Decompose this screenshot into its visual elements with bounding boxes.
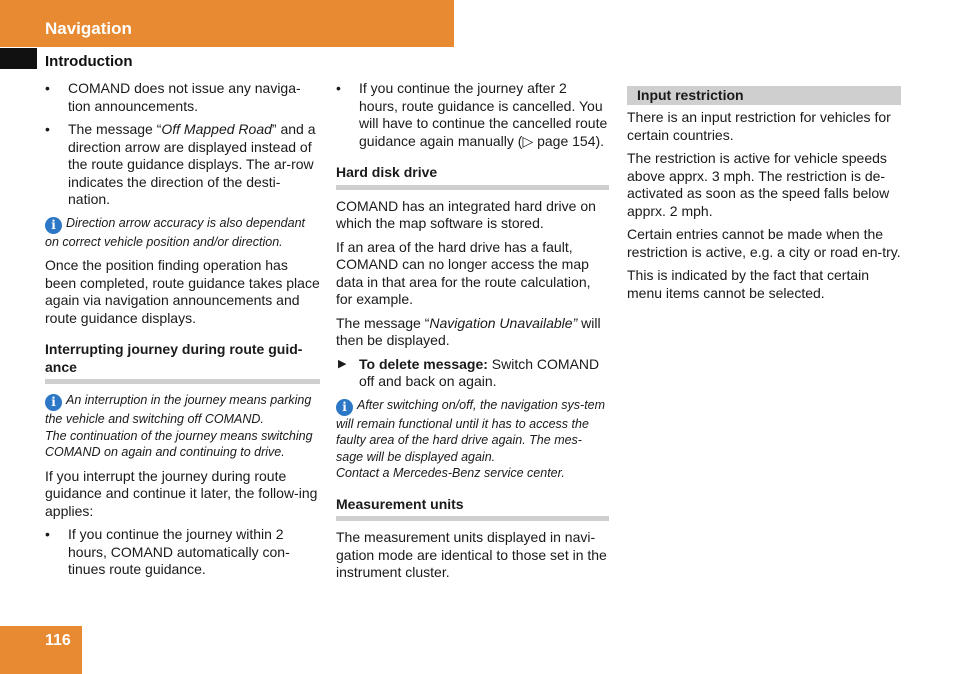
page-reference: (▷ page 154). xyxy=(517,132,605,149)
list-item xyxy=(45,80,320,115)
note-text: The continuation of the journey means switching COMAND on again and continuing to drive. xyxy=(45,428,313,459)
message-name: Navigation Unavailable” xyxy=(429,314,578,331)
column-middle xyxy=(336,80,609,588)
info-icon: i xyxy=(336,399,353,416)
bullet-text-after: ” and a direction arrow are displayed instead of the route guidance displays. The ar-row indicates the direction of the desti-nation. xyxy=(68,121,316,207)
list-item xyxy=(336,80,609,150)
step-arrow-icon: ▶ xyxy=(338,357,347,370)
paragraph: There is an input restriction for vehicles for certain countries. xyxy=(627,109,891,143)
text-after: will then be displayed. xyxy=(336,314,601,348)
bullet-glyph: • xyxy=(336,80,341,96)
note-text: An interruption in the journey means parking the vehicle and switching off COMAND. xyxy=(45,393,312,426)
info-note xyxy=(45,215,320,251)
paragraph: Certain entries cannot be made when the restriction is active, e.g. a city or road en-try. xyxy=(627,226,901,260)
list-item xyxy=(45,121,320,209)
paragraph: This is indicated by the fact that certain menu items cannot be selected. xyxy=(627,267,870,301)
paragraph: If an area of the hard drive has a fault, COMAND can no longer access the map data in that area for the route calculation, for example. xyxy=(336,238,591,307)
text-before: The message “ xyxy=(336,314,430,331)
paragraph: The restriction is active for vehicle speeds above apprx. 3 mph. The restriction is de-activated as soon as the speed falls below apprx. 2 mph. xyxy=(627,150,890,219)
column-left xyxy=(45,80,320,585)
subheading-measurement: Measurement units xyxy=(336,496,609,522)
bullet-text-before: The message “ xyxy=(68,121,162,137)
column-right xyxy=(627,86,901,308)
instruction-step xyxy=(336,356,609,391)
info-icon: i xyxy=(45,394,62,411)
bullet-glyph: • xyxy=(45,80,50,96)
paragraph: The measurement units displayed in navi-gation mode are identical to those set in the instrument cluster. xyxy=(336,529,607,580)
info-icon: i xyxy=(45,217,62,234)
step-label: To delete message: xyxy=(359,355,488,372)
note-text: Contact a Mercedes-Benz service center. xyxy=(336,466,565,480)
list-item xyxy=(45,526,320,579)
paragraph xyxy=(336,315,609,350)
paragraph: Once the position finding operation has been completed, route guidance takes place again via navigation announcements and route guidance displays. xyxy=(45,257,320,326)
step-text: Switch COMAND off and back on again. xyxy=(359,355,600,389)
page-number: 116 xyxy=(45,632,71,649)
bullet-glyph: • xyxy=(45,121,50,137)
bullet-text: If you continue the journey after 2 hours, route guidance is cancelled. You will have to continue the cancelled route guidance again manually xyxy=(359,80,608,149)
section-title: Introduction xyxy=(45,53,133,70)
paragraph: COMAND has an integrated hard drive on which the map software is stored. xyxy=(336,197,596,231)
note-text: Direction arrow accuracy is also dependant on correct vehicle position and/or direction. xyxy=(45,215,306,249)
bullet-text: COMAND does not issue any naviga-tion announcements. xyxy=(68,80,301,114)
section-marker xyxy=(0,48,37,69)
message-name: Off Mapped Road xyxy=(161,121,272,137)
bullet-text: If you continue the journey within 2 hours, COMAND automatically con-tinues route guidance. xyxy=(68,526,290,577)
paragraph: If you interrupt the journey during route guidance and continue it later, the follow-ing applies: xyxy=(45,467,318,519)
subheading-input-restriction: Input restriction xyxy=(627,86,901,105)
subheading-hard-disk: Hard disk drive xyxy=(336,164,609,190)
page-header-title: Navigation xyxy=(45,19,132,38)
note-text: After switching on/off, the navigation sys-tem will remain functional until it has to access the faulty area of the hard drive again. The mes-sage will be displayed again. xyxy=(336,397,606,464)
bullet-glyph: • xyxy=(45,526,50,542)
subheading: Interrupting journey during route guid-ance xyxy=(45,341,320,384)
info-note xyxy=(45,392,320,461)
info-note xyxy=(336,397,609,482)
